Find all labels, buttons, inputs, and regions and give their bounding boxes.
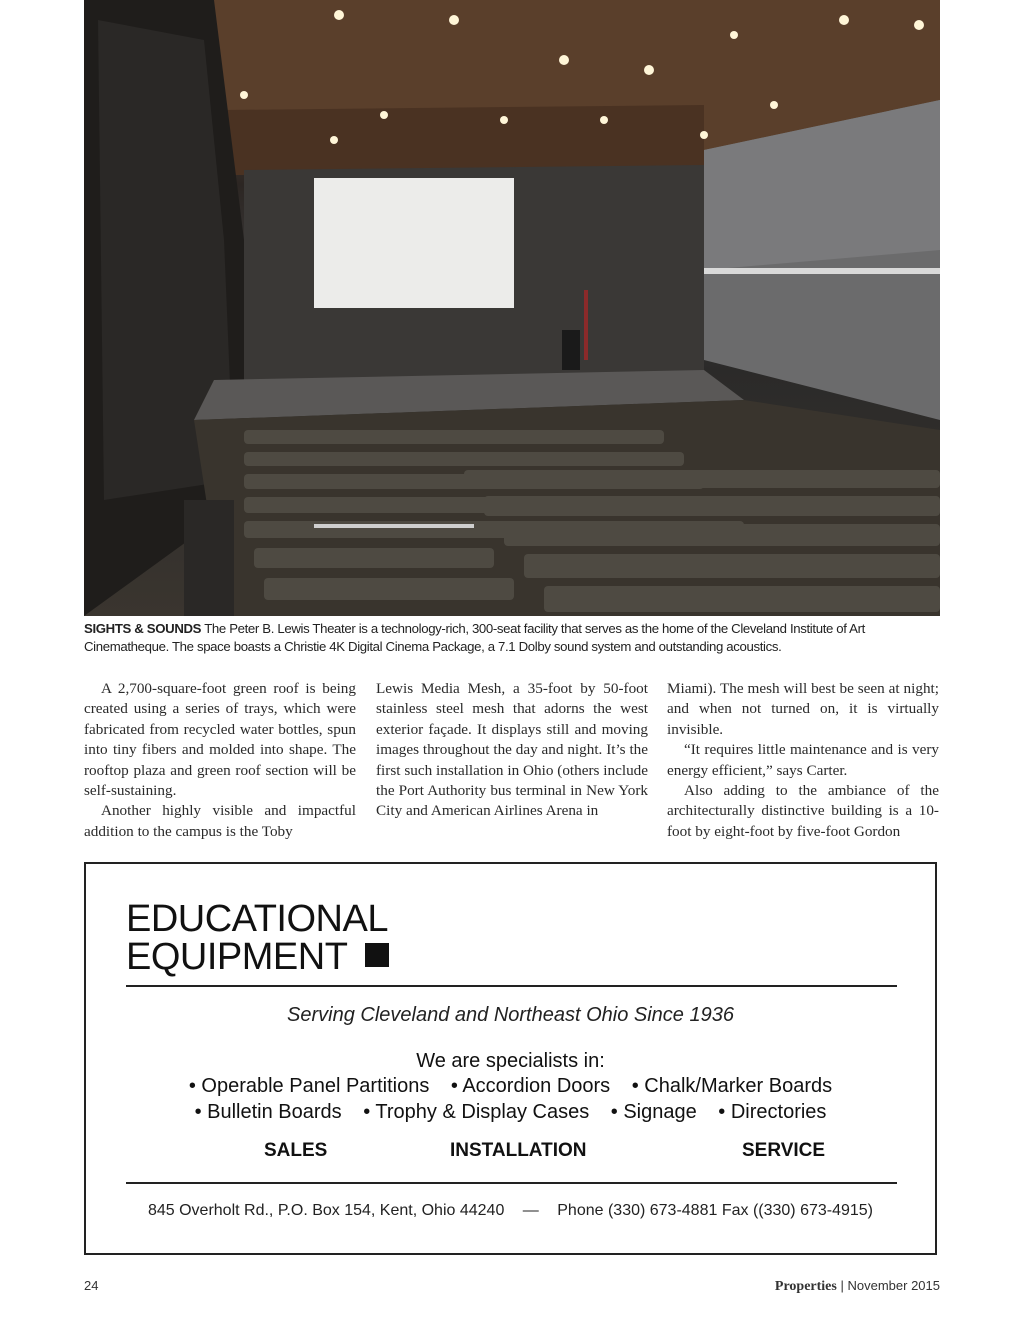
square-logo-icon: [365, 943, 389, 967]
article-paragraph: Also adding to the ambiance of the architecturally distinctive building is a 10-foot by eight-foot by five-foot Gordon: [667, 782, 939, 840]
ad-title: [126, 900, 389, 976]
ad-item: • Bulletin Boards: [194, 1101, 342, 1123]
ad-item: • Chalk/Marker Boards: [631, 1075, 833, 1097]
ad-separator: —: [522, 1202, 539, 1219]
article-paragraph: Lewis Media Mesh, a 35-foot by 50-foot stainless steel mesh that adorns the west exterior façade. It displays still and moving images throughout the day and night. It’s the first such installation in Ohio (others include the Port Authority bus terminal in New York City and American Airlines Arena in: [376, 680, 648, 820]
publication-footer: [775, 1278, 940, 1295]
caption-text: The Peter B. Lewis Theater is a technology-rich, 300-seat facility that serves as the home of the Cleveland Institute of Art Cinematheque. The space boasts a Christie 4K Digital Cinema Package, a 7.1 Dolby sound system and outstanding acoustics.: [84, 621, 865, 654]
ad-specialists-heading: We are specialists in:: [416, 1050, 605, 1072]
article-paragraph: Miami). The mesh will best be seen at night; and when not turned on, it is virtually invisible.: [667, 680, 939, 738]
footer-divider: |: [840, 1278, 844, 1293]
ad-item: • Directories: [718, 1101, 827, 1123]
advertisement-box: [84, 862, 937, 1255]
ad-item: • Operable Panel Partitions: [188, 1075, 430, 1097]
caption-kicker: SIGHTS & SOUNDS: [84, 621, 202, 636]
ad-divider-top: [126, 985, 897, 987]
ad-divider-bottom: [126, 1182, 897, 1184]
ad-items-row-2: [86, 1101, 935, 1124]
article-paragraph: A 2,700-square-foot green roof is being created using a series of trays, which were fabricated from recycled water bottles, spun into tiny fibers and molded into shape. The rooftop plaza and green roof section will be self-sustaining.: [84, 680, 356, 800]
ad-service-installation: INSTALLATION: [450, 1140, 587, 1161]
article-column-2: [376, 679, 648, 822]
ad-title-line2: EQUIPMENT: [126, 936, 348, 978]
issue-date: November 2015: [847, 1278, 940, 1293]
theater-photo: [84, 0, 940, 616]
ad-phone: Phone (330) 673-4881 Fax ((330) 673-4915): [557, 1202, 874, 1219]
article-paragraph: “It requires little maintenance and is very energy efficient,” says Carter.: [667, 741, 939, 779]
ad-item: • Signage: [610, 1101, 697, 1123]
ad-tagline: Serving Cleveland and Northeast Ohio Since 1936: [287, 1004, 734, 1026]
ad-item: • Accordion Doors: [450, 1075, 611, 1097]
page-number: 24: [84, 1278, 99, 1293]
article-paragraph: Another highly visible and impactful addition to the campus is the Toby: [84, 802, 356, 840]
ad-service-service: SERVICE: [742, 1140, 826, 1161]
publication-name: Properties: [774, 1279, 837, 1294]
article-column-3: [667, 679, 939, 842]
ad-address: 845 Overholt Rd., P.O. Box 154, Kent, Ohio 44240: [147, 1202, 505, 1219]
photo-caption: [84, 620, 944, 656]
ad-title-line1: EDUCATIONAL: [126, 898, 388, 940]
ad-service-sales: SALES: [264, 1140, 328, 1161]
ad-item: • Trophy & Display Cases: [363, 1101, 590, 1123]
theater-illustration: [84, 0, 940, 616]
ad-items-row-1: [86, 1075, 935, 1098]
article-column-1: [84, 679, 356, 842]
ad-contact-line: [86, 1202, 935, 1220]
